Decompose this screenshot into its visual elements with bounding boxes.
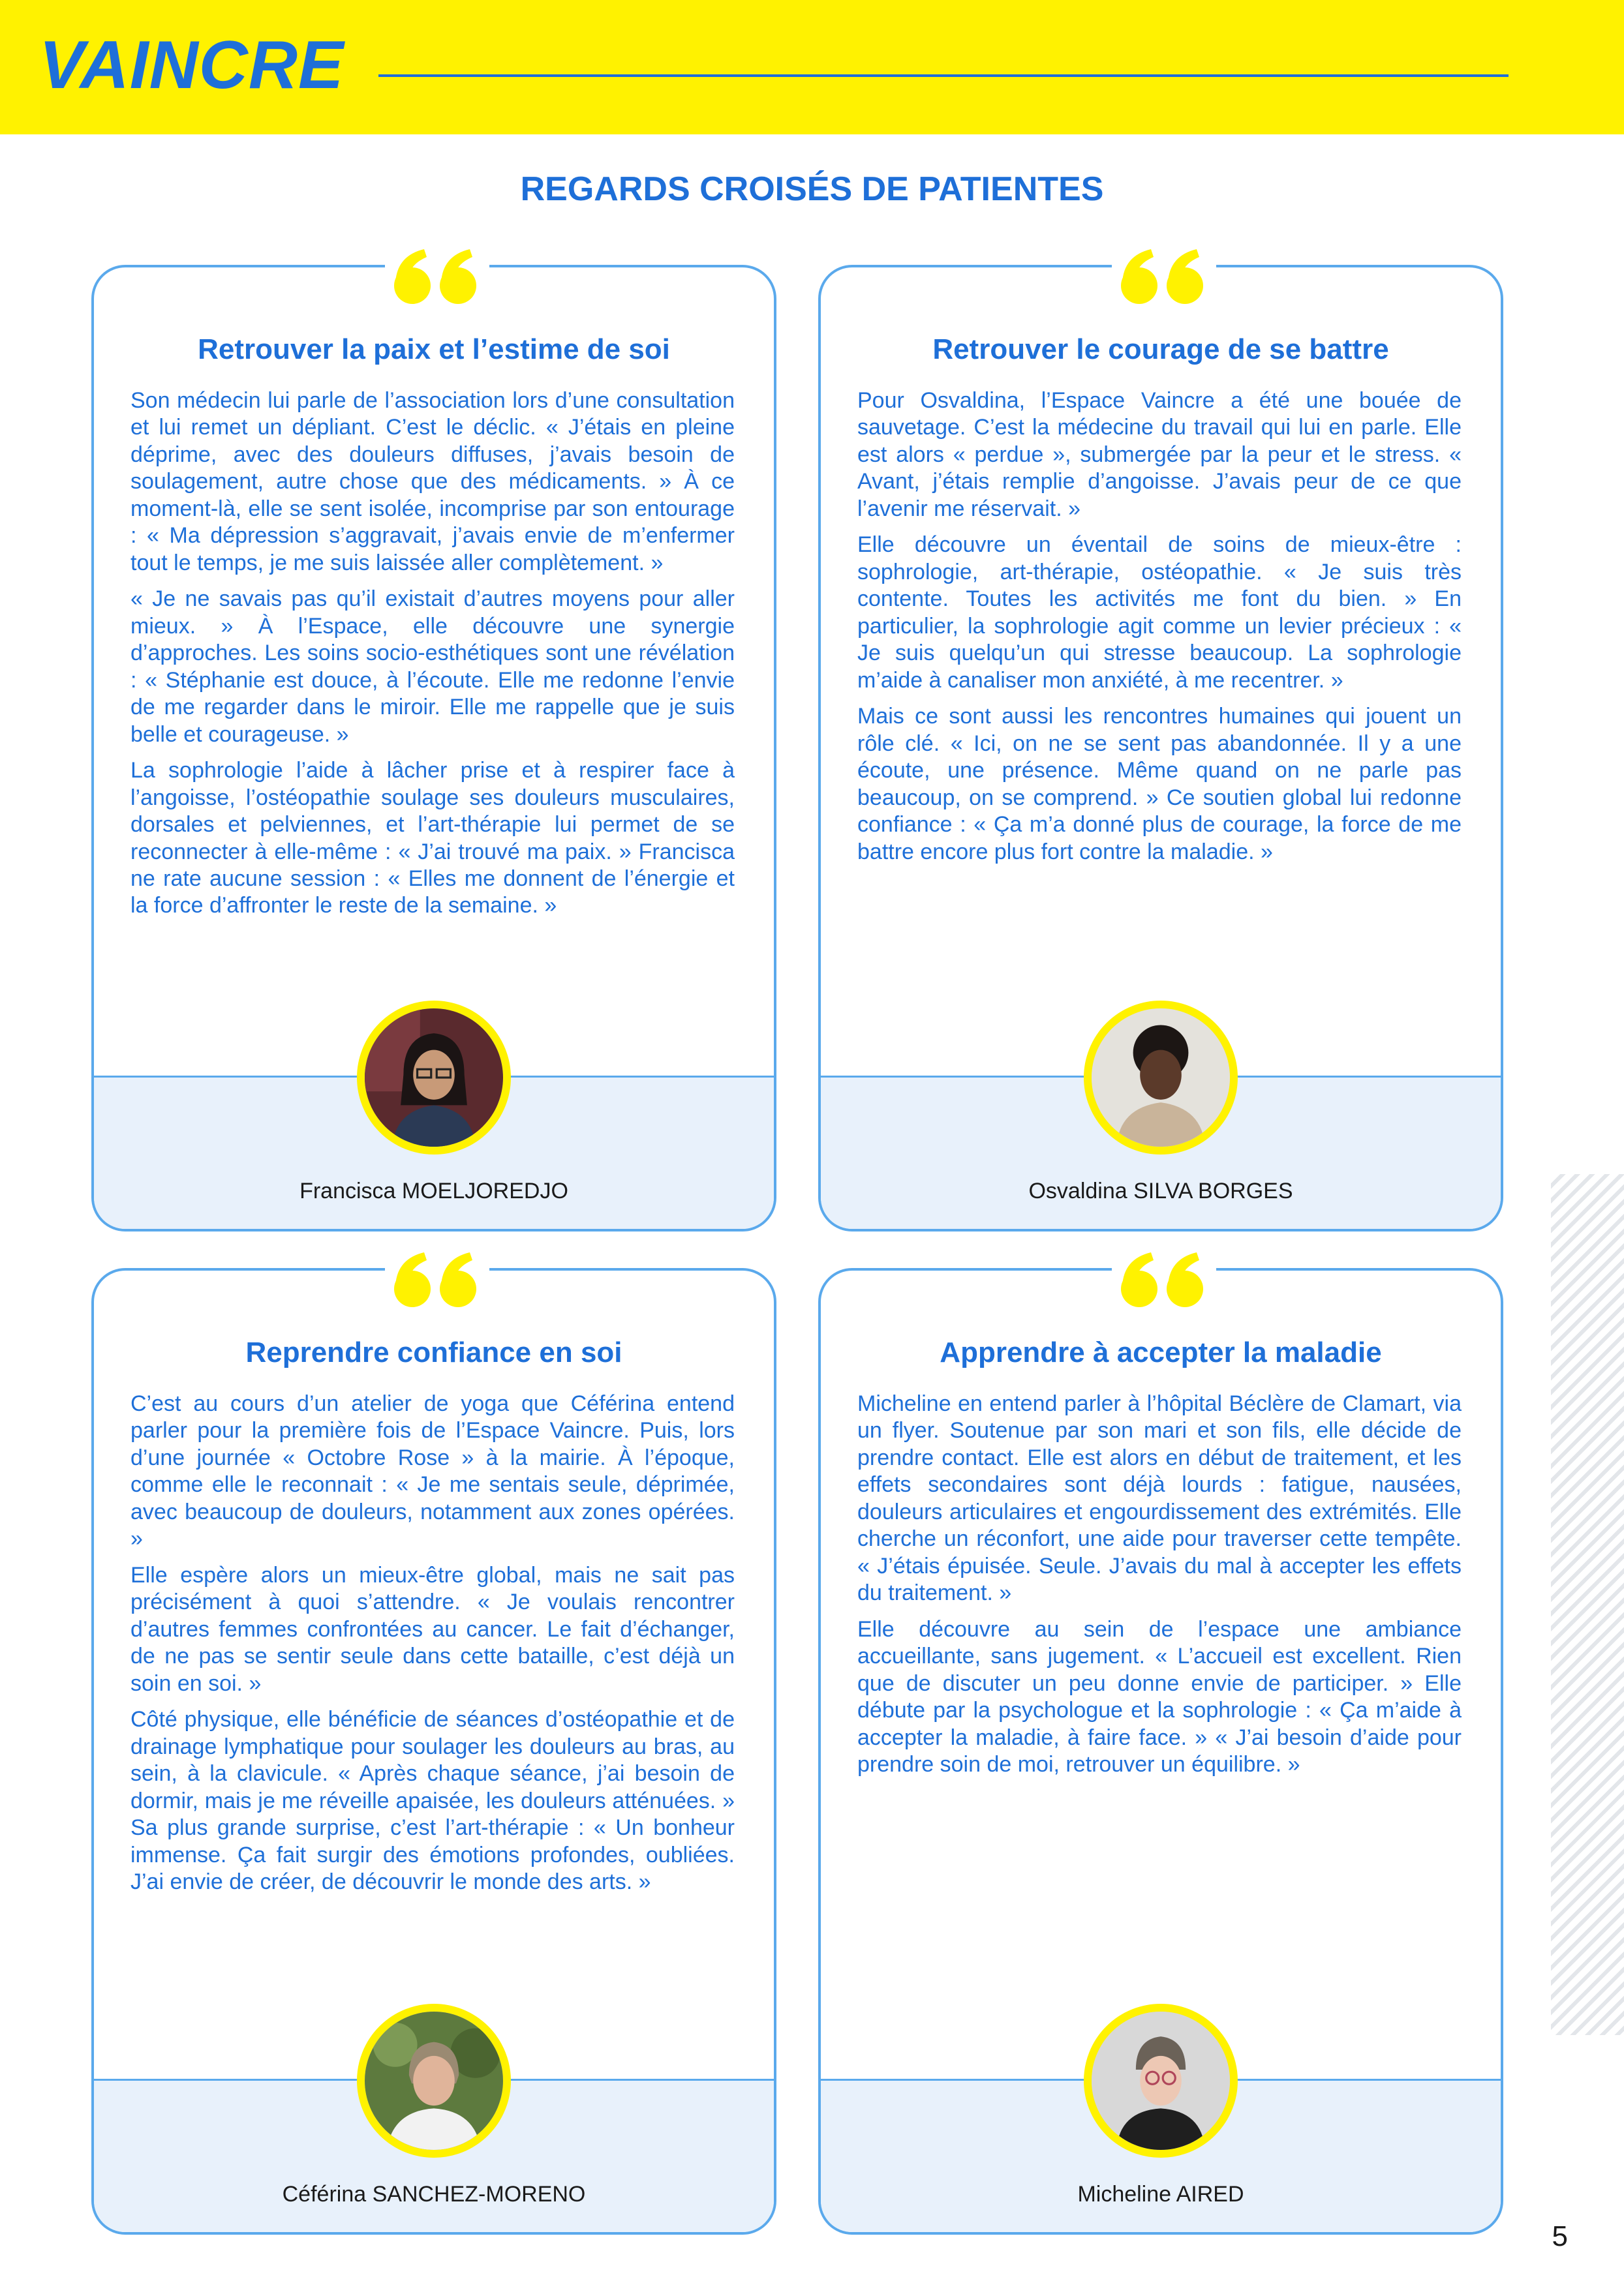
- person-name: Micheline AIRED: [1077, 2182, 1244, 2207]
- card-title: Retrouver la paix et l’estime de soi: [198, 333, 670, 365]
- page-number: 5: [1552, 2220, 1568, 2252]
- card-paragraph: Elle découvre un éventail de soins de mieux-être : sophrologie, art-thérapie, ostéopathie. « Je suis très contente. Toutes les activités me font du bien. » En particulier, la sophrologie agit comme un levier précieux : « Je suis quelqu’un qui stresse beaucoup. La sophrologie m’aide à canaliser mon anxiété, à me recentrer. »: [857, 532, 1462, 693]
- quote-icon: [1112, 1248, 1216, 1314]
- portrait-photo-icon: [1092, 2012, 1230, 2150]
- avatar: [357, 1001, 511, 1155]
- card-body: [130, 387, 735, 929]
- card-title: Reprendre confiance en soi: [245, 1337, 622, 1368]
- card-title: Retrouver le courage de se battre: [932, 333, 1389, 365]
- avatar: [357, 2004, 511, 2158]
- quote-icon: [1112, 245, 1216, 310]
- avatar: [1084, 2004, 1238, 2158]
- card-paragraph: Micheline en entend parler à l’hôpital Béclère de Clamart, via un flyer. Soutenue par son mari et son fils, elle décide de prendre contact. Elle est alors en début de traitement, et les effets secondaires sont déjà lourds : fatigue, nausées, douleurs articulaires et engourdissement des extrémités. Elle cherche un réconfort, une aide pour traverser cette tempête. « J’étais épuisée. Seule. J’avais du mal à accepter les effets du traitement. »: [857, 1391, 1462, 1606]
- card-paragraph: C’est au cours d’un atelier de yoga que Céférina entend parler pour la première fois de l’Espace Vaincre. Puis, lors d’une journée « Octobre Rose » à la mairie. À l’époque, comme elle le reconnait : « Je me sentais seule, déprimée, avec beaucoup de douleurs, notamment aux zones opérées. »: [130, 1391, 735, 1552]
- section-title: REGARDS CROISÉS DE PATIENTES: [520, 170, 1104, 208]
- decorative-stripes: [1551, 1174, 1624, 2035]
- person-name: Francisca MOELJOREDJO: [299, 1179, 568, 1203]
- card-body: [857, 387, 1462, 875]
- card-paragraph: Pour Osvaldina, l’Espace Vaincre a été une bouée de sauvetage. C’est la médecine du travail qui lui en parle. Elle est alors « perdue », submergée par la peur et le stress. « Avant, j’étais remplie d’angoisse. J’avais peur de ce que l’avenir me réservait. »: [857, 388, 1462, 521]
- quote-icon: [385, 245, 489, 310]
- portrait-photo-icon: [1092, 1008, 1230, 1147]
- testimonial-card: [91, 265, 776, 1231]
- header-rule: [378, 74, 1509, 77]
- person-name: Osvaldina SILVA BORGES: [1028, 1179, 1293, 1203]
- card-paragraph: Son médecin lui parle de l’association lors d’une consultation et lui remet un dépliant. C’est le déclic. « J’étais en pleine déprime, avec des douleurs diffuses, j’avais besoin de soulagement, autre chose que des médicaments. » À ce moment-là, elle se sent isolée, incomprise par son entourage : « Ma dépression s’aggravait, j’avais envie de m’enfermer tout le temps, je me suis laissée aller complètement. »: [130, 388, 735, 575]
- testimonial-card: [818, 1268, 1503, 2235]
- header-band: [0, 0, 1624, 134]
- portrait-photo-icon: [365, 1008, 503, 1147]
- card-body: [130, 1391, 735, 1905]
- portrait-photo-icon: [365, 2012, 503, 2150]
- card-title: Apprendre à accepter la maladie: [940, 1337, 1382, 1368]
- card-paragraph: Elle découvre au sein de l’espace une ambiance accueillante, sans jugement. « L’accueil est excellent. Rien que de discuter un peu donne envie de participer. » Elle débute par la psychologue et la sophrologie : « Ça m’aide à accepter la maladie, à faire face. » « J’ai besoin d’aide pour prendre soin de moi, retrouver un équilibre. »: [857, 1616, 1462, 1777]
- card-paragraph: La sophrologie l’aide à lâcher prise et à respirer face à l’angoisse, l’ostéopathie soulage ses douleurs musculaires, dorsales et pelviennes, et l’art-thérapie lui permet de se reconnecter à elle-même : « J’ai trouvé ma paix. » Francisca ne rate aucune session : « Elles me donnent de l’énergie et la force d’affronter le reste de la semaine. »: [130, 758, 735, 918]
- testimonial-card: [91, 1268, 776, 2235]
- person-name: Céférina SANCHEZ-MORENO: [282, 2182, 586, 2207]
- header-title: VAINCRE: [39, 27, 345, 103]
- card-paragraph: Côté physique, elle bénéficie de séances d’ostéopathie et de drainage lymphatique pour soulager les douleurs au bras, au sein, à la clavicule. « Après chaque séance, j’ai besoin de dormir, mais je me réveille apaisée, les douleurs atténuées. » Sa plus grande surprise, c’est l’art-thérapie : « Un bonheur immense. Ça fait surgir des émotions profondes, oubliées. J’ai envie de créer, de découvrir le monde des arts. »: [130, 1707, 735, 1894]
- card-paragraph: « Je ne savais pas qu’il existait d’autres moyens pour aller mieux. » À l’Espace, elle découvre une synergie d’approches. Les soins socio-esthétiques sont une révélation : « Stéphanie est douce, à l’écoute. Elle me redonne l’envie de me regarder dans le miroir. Elle me rappelle que je suis belle et courageuse. »: [130, 586, 735, 747]
- quote-icon: [385, 1248, 489, 1314]
- card-paragraph: Elle espère alors un mieux-être global, mais ne sait pas précisément à quoi s’attendre. « Je voulais rencontrer d’autres femmes confrontées au cancer. Le fait d’échanger, de ne pas se sentir seule dans cette bataille, c’est déjà un soin en soi. »: [130, 1562, 735, 1696]
- avatar: [1084, 1001, 1238, 1155]
- card-paragraph: Mais ce sont aussi les rencontres humaines qui jouent un rôle clé. « Ici, on ne se sent pas abandonnée. Il y a une écoute, une présence. Même quand on ne parle pas beaucoup, on se comprend. » Ce soutien global lui redonne confiance : « Ça m’a donné plus de courage, la force de me battre encore plus fort contre la maladie. »: [857, 704, 1462, 864]
- card-body: [857, 1391, 1462, 1788]
- testimonial-card: [818, 265, 1503, 1231]
